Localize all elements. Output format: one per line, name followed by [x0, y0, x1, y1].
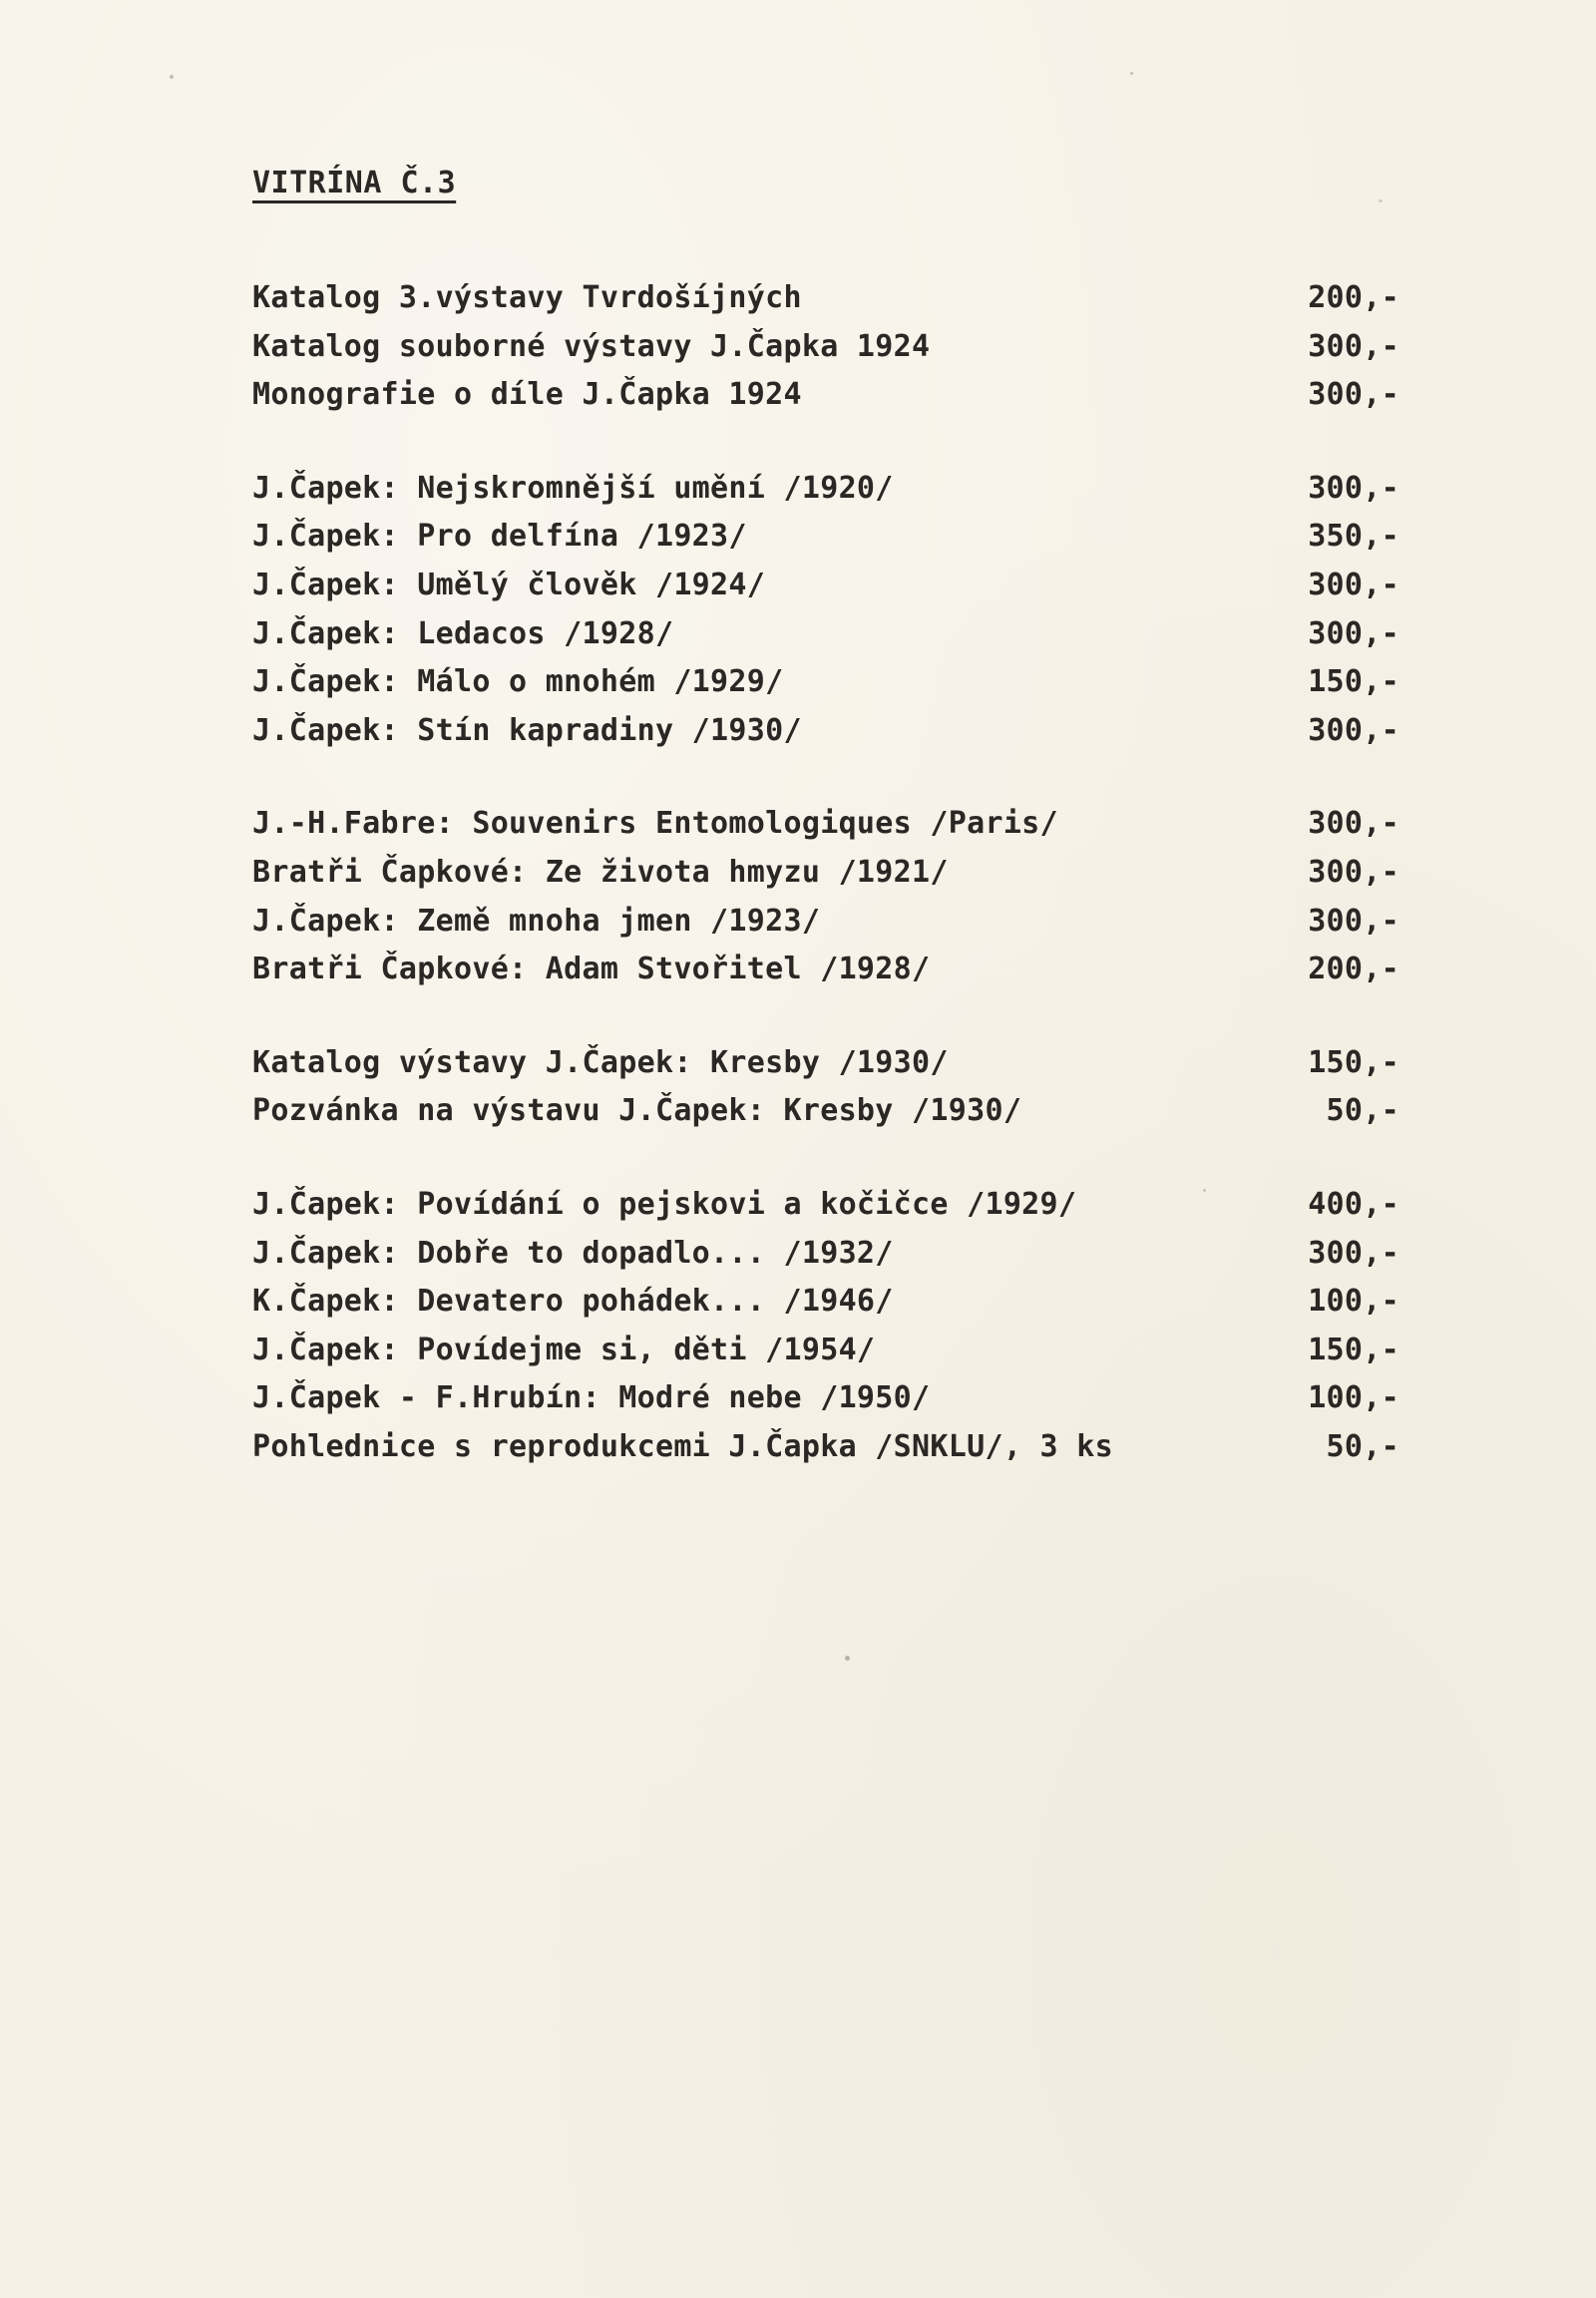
- list-item: [252, 1087, 1399, 1136]
- item-price: 50,-: [1326, 1093, 1399, 1129]
- item-title: J.Čapek: Nejskromnější umění /1920/: [252, 470, 894, 506]
- paper-speck: [845, 1656, 850, 1661]
- item-title: Pohlednice s reprodukcemi J.Čapka /SNKLU/, 3 ks: [252, 1428, 1113, 1464]
- item-price: 300,-: [1308, 806, 1399, 842]
- item-title: Bratři Čapkové: Ze života hmyzu /1921/: [252, 854, 949, 890]
- list-item: [252, 513, 1399, 562]
- list-item: [252, 323, 1399, 372]
- item-price: 300,-: [1308, 615, 1399, 651]
- list-item: [252, 610, 1399, 659]
- item-price: 300,-: [1308, 328, 1399, 364]
- paper-speck: [1130, 72, 1133, 75]
- item-title: K.Čapek: Devatero pohádek... /1946/: [252, 1284, 894, 1320]
- list-item: [252, 1278, 1399, 1327]
- list-item: [252, 849, 1399, 898]
- item-price: 300,-: [1308, 903, 1399, 939]
- item-price: 300,-: [1308, 470, 1399, 506]
- item-price: 300,-: [1308, 377, 1399, 413]
- item-title: J.Čapek: Pro delfína /1923/: [252, 519, 747, 555]
- list-item: [252, 1181, 1399, 1230]
- item-price: 300,-: [1308, 712, 1399, 748]
- item-price: 100,-: [1308, 1380, 1399, 1416]
- item-price: 100,-: [1308, 1284, 1399, 1320]
- group-children-books: [252, 1181, 1399, 1472]
- item-title: Monografie o díle J.Čapka 1924: [252, 377, 802, 413]
- item-price: 150,-: [1308, 664, 1399, 700]
- group-drawings: [252, 1039, 1399, 1136]
- item-title: Bratři Čapkové: Adam Stvořitel /1928/: [252, 952, 931, 987]
- list-item: [252, 1039, 1399, 1088]
- item-title: J.-H.Fabre: Souvenirs Entomologiques /Paris/: [252, 806, 1058, 842]
- paper-speck: [1379, 199, 1383, 202]
- group-books: [252, 465, 1399, 756]
- document-title: VITRÍNA Č.3: [252, 166, 457, 200]
- list-item: [252, 1327, 1399, 1375]
- item-price: 200,-: [1308, 280, 1399, 315]
- list-item: [252, 1230, 1399, 1279]
- paper-speck: [170, 75, 174, 79]
- item-title: J.Čapek: Dobře to dopadlo... /1932/: [252, 1235, 894, 1271]
- list-item: [252, 946, 1399, 994]
- item-title: J.Čapek: Ledacos /1928/: [252, 615, 674, 651]
- group-insects: [252, 800, 1399, 993]
- list-item: [252, 1423, 1399, 1472]
- price-list: [252, 274, 1399, 1516]
- list-item: [252, 371, 1399, 420]
- item-price: 200,-: [1308, 952, 1399, 987]
- list-item: [252, 562, 1399, 610]
- item-title: J.Čapek: Země mnoha jmen /1923/: [252, 903, 821, 939]
- paper-speck: [1203, 1189, 1206, 1192]
- item-price: 150,-: [1308, 1332, 1399, 1367]
- item-price: 350,-: [1308, 519, 1399, 555]
- item-title: J.Čapek: Umělý člověk /1924/: [252, 567, 766, 602]
- list-item: [252, 1374, 1399, 1423]
- item-title: Katalog 3.výstavy Tvrdošíjných: [252, 280, 802, 315]
- list-item: [252, 898, 1399, 947]
- item-title: Katalog souborné výstavy J.Čapka 1924: [252, 328, 931, 364]
- list-item: [252, 658, 1399, 707]
- list-item: [252, 707, 1399, 756]
- item-price: 50,-: [1326, 1428, 1399, 1464]
- item-title: J.Čapek: Povídání o pejskovi a kočičce /1929/: [252, 1186, 1077, 1222]
- item-title: Katalog výstavy J.Čapek: Kresby /1930/: [252, 1044, 949, 1080]
- item-title: J.Čapek: Povídejme si, děti /1954/: [252, 1332, 876, 1367]
- item-price: 300,-: [1308, 854, 1399, 890]
- item-price: 300,-: [1308, 1235, 1399, 1271]
- list-item: [252, 465, 1399, 514]
- item-title: J.Čapek: Málo o mnohém /1929/: [252, 664, 784, 700]
- list-item: [252, 800, 1399, 849]
- list-item: [252, 274, 1399, 323]
- item-title: Pozvánka na výstavu J.Čapek: Kresby /1930/: [252, 1093, 1022, 1129]
- item-price: 400,-: [1308, 1186, 1399, 1222]
- group-catalogs: [252, 274, 1399, 420]
- item-price: 300,-: [1308, 567, 1399, 602]
- item-title: J.Čapek - F.Hrubín: Modré nebe /1950/: [252, 1380, 931, 1416]
- item-title: J.Čapek: Stín kapradiny /1930/: [252, 712, 802, 748]
- item-price: 150,-: [1308, 1044, 1399, 1080]
